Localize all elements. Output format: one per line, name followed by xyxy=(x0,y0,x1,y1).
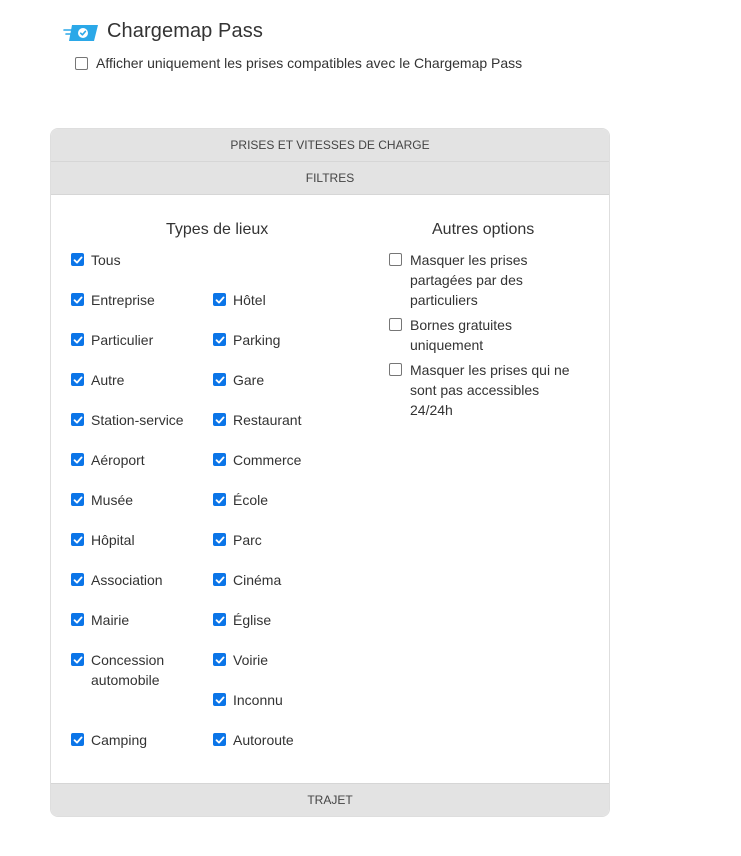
lieu-label-ecole: École xyxy=(233,492,269,508)
lieu-checkbox-particulier[interactable] xyxy=(71,333,84,346)
autres-title: Autres options xyxy=(432,221,535,238)
filters-panel xyxy=(50,128,610,817)
pass-only-option[interactable] xyxy=(75,55,522,71)
lieu-option-hopital[interactable] xyxy=(71,530,135,550)
lieu-option-entreprise[interactable] xyxy=(71,290,155,310)
lieu-label-station-service: Station-service xyxy=(91,412,184,428)
chargemap-pass-icon xyxy=(63,22,99,42)
lieu-label-musee: Musée xyxy=(91,492,134,508)
autre-checkbox-3[interactable] xyxy=(389,363,402,376)
lieu-checkbox-inconnu[interactable] xyxy=(213,693,226,706)
lieu-label-autoroute: Autoroute xyxy=(233,732,294,748)
lieu-checkbox-gare[interactable] xyxy=(213,373,226,386)
lieu-option-musee[interactable] xyxy=(71,490,133,510)
lieu-label-hopital: Hôpital xyxy=(91,532,135,548)
autre-checkbox-1[interactable] xyxy=(389,253,402,266)
lieu-option-hotel[interactable] xyxy=(213,290,266,310)
autre-option-2[interactable] xyxy=(389,315,580,355)
lieu-checkbox-mairie[interactable] xyxy=(71,613,84,626)
lieu-option-ecole[interactable] xyxy=(213,490,268,510)
lieu-checkbox-voirie[interactable] xyxy=(213,653,226,666)
lieu-option-mairie[interactable] xyxy=(71,610,129,630)
lieu-label-entreprise: Entreprise xyxy=(91,292,155,308)
lieu-label-mairie: Mairie xyxy=(91,612,130,628)
lieu-label-voirie: Voirie xyxy=(233,652,269,668)
lieu-label-parc: Parc xyxy=(233,532,262,548)
lieu-label-inconnu: Inconnu xyxy=(233,692,283,708)
lieu-label-restaurant: Restaurant xyxy=(233,412,302,428)
lieu-option-concession-automobile[interactable] xyxy=(71,650,191,690)
lieu-checkbox-tous[interactable] xyxy=(71,253,84,266)
pass-only-checkbox[interactable] xyxy=(75,57,88,70)
lieu-label-camping: Camping xyxy=(91,732,148,748)
lieu-label-gare: Gare xyxy=(233,372,265,388)
autre-option-3[interactable] xyxy=(389,360,580,420)
lieu-option-particulier[interactable] xyxy=(71,330,153,350)
lieu-option-eglise[interactable] xyxy=(213,610,271,630)
filters-body xyxy=(51,196,609,784)
lieu-label-eglise: Église xyxy=(233,612,272,628)
autre-checkbox-2[interactable] xyxy=(389,318,402,331)
chargemap-pass-header xyxy=(63,20,263,43)
lieu-checkbox-aeroport[interactable] xyxy=(71,453,84,466)
lieu-checkbox-parc[interactable] xyxy=(213,533,226,546)
lieu-checkbox-entreprise[interactable] xyxy=(71,293,84,306)
lieu-checkbox-parking[interactable] xyxy=(213,333,226,346)
autre-option-1[interactable] xyxy=(389,250,580,310)
lieu-checkbox-station-service[interactable] xyxy=(71,413,84,426)
lieu-label-aeroport: Aéroport xyxy=(91,452,145,468)
lieu-label-tous: Tous xyxy=(91,252,121,268)
lieu-option-parc[interactable] xyxy=(213,530,262,550)
lieu-label-concession-automobile: Concession automobile xyxy=(91,652,165,688)
autre-label-2: Bornes gratuites uniquement xyxy=(410,317,512,353)
lieu-option-inconnu[interactable] xyxy=(213,690,283,710)
pass-only-label: Afficher uniquement les prises compatibles avec le Chargemap Pass xyxy=(96,55,523,71)
autre-label-1: Masquer les prises partagées par des particuliers xyxy=(410,252,528,308)
lieu-checkbox-commerce[interactable] xyxy=(213,453,226,466)
autre-label-3: Masquer les prises qui ne sont pas accessibles 24/24h xyxy=(410,362,570,418)
lieu-option-camping[interactable] xyxy=(71,730,147,750)
lieu-option-autoroute[interactable] xyxy=(213,730,294,750)
lieu-checkbox-musee[interactable] xyxy=(71,493,84,506)
lieu-option-station-service[interactable] xyxy=(71,410,184,430)
lieu-label-particulier: Particulier xyxy=(91,332,154,348)
lieu-checkbox-camping[interactable] xyxy=(71,733,84,746)
lieu-checkbox-cinema[interactable] xyxy=(213,573,226,586)
lieu-option-aeroport[interactable] xyxy=(71,450,145,470)
tab-filtres[interactable]: FILTRES xyxy=(51,162,609,195)
lieu-label-association: Association xyxy=(91,572,163,588)
lieu-checkbox-association[interactable] xyxy=(71,573,84,586)
lieu-checkbox-hopital[interactable] xyxy=(71,533,84,546)
lieu-label-commerce: Commerce xyxy=(233,452,302,468)
lieu-option-commerce[interactable] xyxy=(213,450,301,470)
lieu-option-cinema[interactable] xyxy=(213,570,281,590)
tab-prises-vitesses[interactable]: PRISES ET VITESSES DE CHARGE xyxy=(51,129,609,162)
lieu-checkbox-ecole[interactable] xyxy=(213,493,226,506)
lieu-option-association[interactable] xyxy=(71,570,163,590)
lieux-title: Types de lieux xyxy=(166,221,269,238)
lieu-checkbox-hotel[interactable] xyxy=(213,293,226,306)
lieu-checkbox-autoroute[interactable] xyxy=(213,733,226,746)
lieu-option-parking[interactable] xyxy=(213,330,280,350)
tab-trajet[interactable]: TRAJET xyxy=(51,783,609,816)
lieu-option-tous[interactable] xyxy=(71,250,121,270)
lieu-label-parking: Parking xyxy=(233,332,281,348)
lieu-checkbox-concession-automobile[interactable] xyxy=(71,653,84,666)
lieu-checkbox-autre[interactable] xyxy=(71,373,84,386)
lieu-option-gare[interactable] xyxy=(213,370,264,390)
lieu-label-cinema: Cinéma xyxy=(233,572,282,588)
lieu-label-autre: Autre xyxy=(91,372,125,388)
lieu-option-restaurant[interactable] xyxy=(213,410,301,430)
lieu-option-voirie[interactable] xyxy=(213,650,268,670)
lieu-checkbox-eglise[interactable] xyxy=(213,613,226,626)
lieu-option-autre[interactable] xyxy=(71,370,124,390)
lieu-checkbox-restaurant[interactable] xyxy=(213,413,226,426)
pass-title: Chargemap Pass xyxy=(107,20,263,42)
lieu-label-hotel: Hôtel xyxy=(233,292,266,308)
